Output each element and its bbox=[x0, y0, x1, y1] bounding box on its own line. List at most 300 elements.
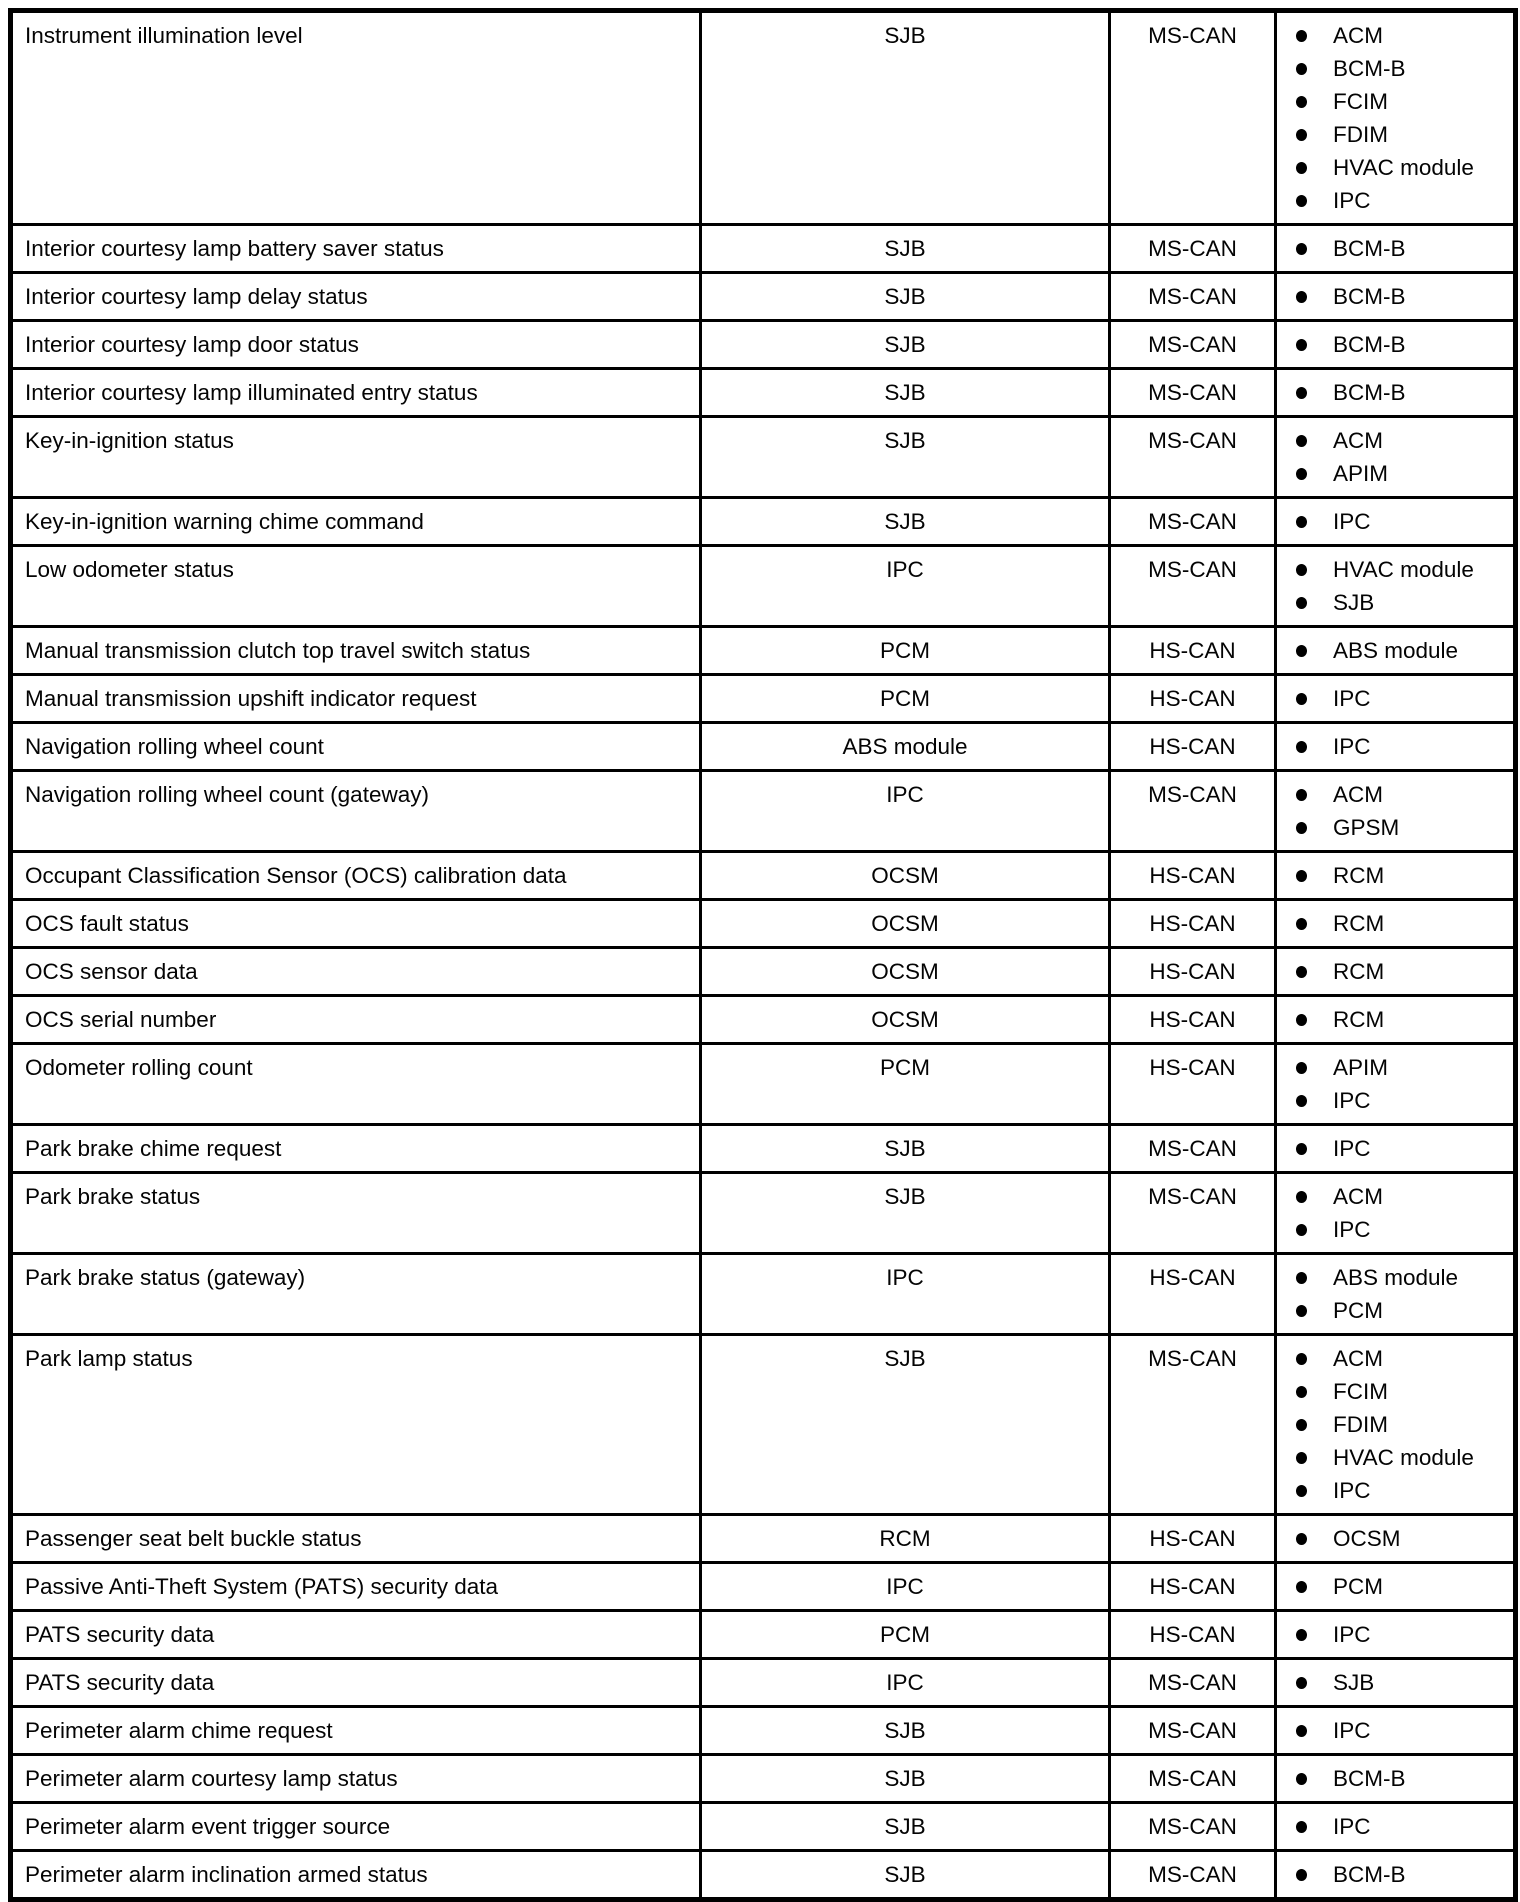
receiver-item bbox=[1296, 1294, 1509, 1327]
network-cell: HS-CAN bbox=[1110, 1044, 1276, 1125]
message-cell: OCS sensor data bbox=[11, 948, 701, 996]
bullet-icon bbox=[1296, 1581, 1307, 1593]
bullet-icon bbox=[1296, 1095, 1307, 1107]
receiver-item bbox=[1296, 328, 1509, 361]
table-row bbox=[11, 1659, 1516, 1707]
network-cell: MS-CAN bbox=[1110, 1173, 1276, 1254]
receiver-item bbox=[1296, 376, 1509, 409]
network-cell: MS-CAN bbox=[1110, 273, 1276, 321]
table-row bbox=[11, 11, 1516, 225]
receiver-item bbox=[1296, 151, 1509, 184]
receiver-item bbox=[1296, 424, 1509, 457]
receiver-item bbox=[1296, 1570, 1509, 1603]
receiver-list bbox=[1296, 1051, 1509, 1117]
message-cell: Occupant Classification Sensor (OCS) calibration data bbox=[11, 852, 701, 900]
originator-cell: SJB bbox=[701, 498, 1110, 546]
receiver-item bbox=[1296, 1132, 1509, 1165]
message-cell: Perimeter alarm inclination armed status bbox=[11, 1851, 701, 1900]
receiver-label: IPC bbox=[1333, 188, 1371, 213]
originator-cell: OCSM bbox=[701, 900, 1110, 948]
receiver-list bbox=[1296, 730, 1509, 763]
receiver-item bbox=[1296, 85, 1509, 118]
bullet-icon bbox=[1296, 1821, 1307, 1833]
receiver-list bbox=[1296, 682, 1509, 715]
receiver-label: IPC bbox=[1333, 1478, 1371, 1503]
originator-cell: PCM bbox=[701, 1611, 1110, 1659]
receiver-label: HVAC module bbox=[1333, 155, 1474, 180]
receiver-list bbox=[1296, 19, 1509, 217]
table-row bbox=[11, 675, 1516, 723]
receiver-item bbox=[1296, 19, 1509, 52]
bullet-icon bbox=[1296, 918, 1307, 930]
receiver-item bbox=[1296, 778, 1509, 811]
receiver-label: BCM-B bbox=[1333, 284, 1406, 309]
bullet-icon bbox=[1296, 1272, 1307, 1284]
message-cell: Manual transmission upshift indicator request bbox=[11, 675, 701, 723]
bullet-icon bbox=[1296, 645, 1307, 657]
network-cell: MS-CAN bbox=[1110, 1659, 1276, 1707]
receiver-item bbox=[1296, 52, 1509, 85]
receiver-item bbox=[1296, 1408, 1509, 1441]
table-row bbox=[11, 369, 1516, 417]
receiver-label: FDIM bbox=[1333, 1412, 1388, 1437]
table-row bbox=[11, 1563, 1516, 1611]
table-row bbox=[11, 1254, 1516, 1335]
receiver-label: ACM bbox=[1333, 1184, 1383, 1209]
originator-cell: PCM bbox=[701, 1044, 1110, 1125]
receivers-cell bbox=[1276, 225, 1516, 273]
bullet-icon bbox=[1296, 387, 1307, 399]
originator-cell: SJB bbox=[701, 417, 1110, 498]
message-cell: Instrument illumination level bbox=[11, 11, 701, 225]
receiver-item bbox=[1296, 1474, 1509, 1507]
receiver-label: BCM-B bbox=[1333, 332, 1406, 357]
table-row bbox=[11, 498, 1516, 546]
table-row bbox=[11, 1044, 1516, 1125]
receivers-cell bbox=[1276, 852, 1516, 900]
bullet-icon bbox=[1296, 435, 1307, 447]
receiver-item bbox=[1296, 907, 1509, 940]
originator-cell: SJB bbox=[701, 321, 1110, 369]
originator-cell: RCM bbox=[701, 1515, 1110, 1563]
receiver-item bbox=[1296, 1666, 1509, 1699]
receivers-cell bbox=[1276, 417, 1516, 498]
receiver-label: BCM-B bbox=[1333, 1766, 1406, 1791]
receivers-cell bbox=[1276, 627, 1516, 675]
bullet-icon bbox=[1296, 1869, 1307, 1881]
table-row bbox=[11, 321, 1516, 369]
message-cell: Interior courtesy lamp illuminated entry status bbox=[11, 369, 701, 417]
receiver-label: ABS module bbox=[1333, 638, 1459, 663]
receiver-label: RCM bbox=[1333, 959, 1385, 984]
receiver-label: PCM bbox=[1333, 1574, 1383, 1599]
receiver-item bbox=[1296, 1810, 1509, 1843]
receiver-item bbox=[1296, 1858, 1509, 1891]
bullet-icon bbox=[1296, 1485, 1307, 1497]
table-row bbox=[11, 1803, 1516, 1851]
receiver-list bbox=[1296, 1858, 1509, 1891]
bullet-icon bbox=[1296, 516, 1307, 528]
receiver-item bbox=[1296, 634, 1509, 667]
bullet-icon bbox=[1296, 1191, 1307, 1203]
message-cell: PATS security data bbox=[11, 1659, 701, 1707]
receiver-list bbox=[1296, 778, 1509, 844]
receiver-item bbox=[1296, 1084, 1509, 1117]
message-cell: Navigation rolling wheel count bbox=[11, 723, 701, 771]
receiver-label: IPC bbox=[1333, 686, 1371, 711]
message-cell: PATS security data bbox=[11, 1611, 701, 1659]
receiver-list bbox=[1296, 1570, 1509, 1603]
originator-cell: SJB bbox=[701, 369, 1110, 417]
receiver-label: ACM bbox=[1333, 1346, 1383, 1371]
network-cell: HS-CAN bbox=[1110, 948, 1276, 996]
originator-cell: SJB bbox=[701, 1125, 1110, 1173]
bullet-icon bbox=[1296, 30, 1307, 42]
receiver-item bbox=[1296, 1180, 1509, 1213]
receiver-list bbox=[1296, 1522, 1509, 1555]
receiver-item bbox=[1296, 1342, 1509, 1375]
originator-cell: SJB bbox=[701, 1803, 1110, 1851]
receiver-item bbox=[1296, 586, 1509, 619]
originator-cell: IPC bbox=[701, 1254, 1110, 1335]
table-row bbox=[11, 996, 1516, 1044]
originator-cell: PCM bbox=[701, 627, 1110, 675]
receiver-label: FCIM bbox=[1333, 1379, 1388, 1404]
receiver-label: APIM bbox=[1333, 1055, 1389, 1080]
bullet-icon bbox=[1296, 789, 1307, 801]
bullet-icon bbox=[1296, 243, 1307, 255]
network-cell: MS-CAN bbox=[1110, 1851, 1276, 1900]
receiver-item bbox=[1296, 1003, 1509, 1036]
receiver-item bbox=[1296, 730, 1509, 763]
receiver-label: IPC bbox=[1333, 1814, 1371, 1839]
network-cell: MS-CAN bbox=[1110, 498, 1276, 546]
network-cell: MS-CAN bbox=[1110, 1125, 1276, 1173]
bullet-icon bbox=[1296, 564, 1307, 576]
bullet-icon bbox=[1296, 468, 1307, 480]
receiver-item bbox=[1296, 553, 1509, 586]
table-row bbox=[11, 900, 1516, 948]
message-cell: Manual transmission clutch top travel switch status bbox=[11, 627, 701, 675]
receivers-cell bbox=[1276, 369, 1516, 417]
message-cell: Key-in-ignition warning chime command bbox=[11, 498, 701, 546]
originator-cell: IPC bbox=[701, 1563, 1110, 1611]
message-cell: Passenger seat belt buckle status bbox=[11, 1515, 701, 1563]
originator-cell: OCSM bbox=[701, 996, 1110, 1044]
network-cell: MS-CAN bbox=[1110, 369, 1276, 417]
receivers-cell bbox=[1276, 1125, 1516, 1173]
message-cell: Park brake status bbox=[11, 1173, 701, 1254]
receiver-list bbox=[1296, 1714, 1509, 1747]
receiver-item bbox=[1296, 457, 1509, 490]
table-row bbox=[11, 1707, 1516, 1755]
network-cell: MS-CAN bbox=[1110, 225, 1276, 273]
receiver-item bbox=[1296, 1714, 1509, 1747]
receiver-label: OCSM bbox=[1333, 1526, 1401, 1551]
bullet-icon bbox=[1296, 1386, 1307, 1398]
receiver-label: BCM-B bbox=[1333, 1862, 1406, 1887]
bullet-icon bbox=[1296, 1533, 1307, 1545]
bullet-icon bbox=[1296, 1419, 1307, 1431]
receiver-label: IPC bbox=[1333, 1718, 1371, 1743]
network-message-table bbox=[8, 8, 1518, 1902]
table-row bbox=[11, 1851, 1516, 1900]
bullet-icon bbox=[1296, 1629, 1307, 1641]
originator-cell: SJB bbox=[701, 1755, 1110, 1803]
receivers-cell bbox=[1276, 1707, 1516, 1755]
bullet-icon bbox=[1296, 1305, 1307, 1317]
receivers-cell bbox=[1276, 771, 1516, 852]
receivers-cell bbox=[1276, 1173, 1516, 1254]
receiver-item bbox=[1296, 955, 1509, 988]
bullet-icon bbox=[1296, 966, 1307, 978]
receivers-cell bbox=[1276, 273, 1516, 321]
table-row bbox=[11, 273, 1516, 321]
receiver-list bbox=[1296, 1342, 1509, 1507]
table-row bbox=[11, 771, 1516, 852]
receiver-list bbox=[1296, 1132, 1509, 1165]
receiver-item bbox=[1296, 859, 1509, 892]
receivers-cell bbox=[1276, 321, 1516, 369]
table-row bbox=[11, 546, 1516, 627]
network-cell: HS-CAN bbox=[1110, 900, 1276, 948]
receiver-label: ACM bbox=[1333, 782, 1383, 807]
receiver-list bbox=[1296, 280, 1509, 313]
receivers-cell bbox=[1276, 546, 1516, 627]
receivers-cell bbox=[1276, 1335, 1516, 1515]
bullet-icon bbox=[1296, 1353, 1307, 1365]
receivers-cell bbox=[1276, 1659, 1516, 1707]
receivers-cell bbox=[1276, 900, 1516, 948]
bullet-icon bbox=[1296, 822, 1307, 834]
receiver-label: ABS module bbox=[1333, 1265, 1459, 1290]
originator-cell: IPC bbox=[701, 1659, 1110, 1707]
receiver-list bbox=[1296, 1666, 1509, 1699]
table-row bbox=[11, 627, 1516, 675]
originator-cell: OCSM bbox=[701, 948, 1110, 996]
receiver-label: PCM bbox=[1333, 1298, 1383, 1323]
receiver-label: SJB bbox=[1333, 590, 1375, 615]
bullet-icon bbox=[1296, 597, 1307, 609]
document-page bbox=[8, 8, 1513, 1902]
originator-cell: OCSM bbox=[701, 852, 1110, 900]
receiver-list bbox=[1296, 1762, 1509, 1795]
message-cell: OCS serial number bbox=[11, 996, 701, 1044]
receiver-list bbox=[1296, 424, 1509, 490]
receiver-list bbox=[1296, 505, 1509, 538]
receiver-label: SJB bbox=[1333, 1670, 1375, 1695]
originator-cell: ABS module bbox=[701, 723, 1110, 771]
receivers-cell bbox=[1276, 1611, 1516, 1659]
network-cell: MS-CAN bbox=[1110, 321, 1276, 369]
table-row bbox=[11, 225, 1516, 273]
network-cell: HS-CAN bbox=[1110, 1611, 1276, 1659]
receivers-cell bbox=[1276, 948, 1516, 996]
receiver-item bbox=[1296, 811, 1509, 844]
receiver-item bbox=[1296, 1051, 1509, 1084]
bullet-icon bbox=[1296, 693, 1307, 705]
message-cell: Low odometer status bbox=[11, 546, 701, 627]
originator-cell: SJB bbox=[701, 1707, 1110, 1755]
receiver-item bbox=[1296, 682, 1509, 715]
receiver-list bbox=[1296, 859, 1509, 892]
message-cell: Odometer rolling count bbox=[11, 1044, 701, 1125]
bullet-icon bbox=[1296, 741, 1307, 753]
network-cell: MS-CAN bbox=[1110, 1335, 1276, 1515]
receiver-list bbox=[1296, 955, 1509, 988]
bullet-icon bbox=[1296, 1224, 1307, 1236]
table-row bbox=[11, 1173, 1516, 1254]
network-cell: MS-CAN bbox=[1110, 417, 1276, 498]
network-cell: MS-CAN bbox=[1110, 546, 1276, 627]
receiver-list bbox=[1296, 1003, 1509, 1036]
receiver-list bbox=[1296, 376, 1509, 409]
receiver-item bbox=[1296, 1522, 1509, 1555]
receiver-label: ACM bbox=[1333, 428, 1383, 453]
originator-cell: IPC bbox=[701, 546, 1110, 627]
receiver-list bbox=[1296, 1618, 1509, 1651]
network-cell: HS-CAN bbox=[1110, 852, 1276, 900]
table-row bbox=[11, 948, 1516, 996]
receivers-cell bbox=[1276, 1803, 1516, 1851]
originator-cell: IPC bbox=[701, 771, 1110, 852]
receiver-item bbox=[1296, 1261, 1509, 1294]
receiver-list bbox=[1296, 1810, 1509, 1843]
receiver-label: RCM bbox=[1333, 1007, 1385, 1032]
receiver-item bbox=[1296, 280, 1509, 313]
receivers-cell bbox=[1276, 1851, 1516, 1900]
message-cell: Key-in-ignition status bbox=[11, 417, 701, 498]
message-table-body bbox=[11, 11, 1516, 1900]
table-row bbox=[11, 852, 1516, 900]
receiver-item bbox=[1296, 118, 1509, 151]
receiver-list bbox=[1296, 328, 1509, 361]
receiver-label: BCM-B bbox=[1333, 380, 1406, 405]
receiver-item bbox=[1296, 1762, 1509, 1795]
message-cell: Perimeter alarm courtesy lamp status bbox=[11, 1755, 701, 1803]
receiver-label: IPC bbox=[1333, 1217, 1371, 1242]
message-cell: Park brake chime request bbox=[11, 1125, 701, 1173]
network-cell: HS-CAN bbox=[1110, 996, 1276, 1044]
receivers-cell bbox=[1276, 11, 1516, 225]
originator-cell: SJB bbox=[701, 225, 1110, 273]
bullet-icon bbox=[1296, 1725, 1307, 1737]
receiver-item bbox=[1296, 1618, 1509, 1651]
receivers-cell bbox=[1276, 498, 1516, 546]
bullet-icon bbox=[1296, 1143, 1307, 1155]
receiver-label: IPC bbox=[1333, 1088, 1371, 1113]
table-row bbox=[11, 1755, 1516, 1803]
network-cell: MS-CAN bbox=[1110, 771, 1276, 852]
receivers-cell bbox=[1276, 1254, 1516, 1335]
bullet-icon bbox=[1296, 1062, 1307, 1074]
receiver-list bbox=[1296, 553, 1509, 619]
message-cell: Interior courtesy lamp door status bbox=[11, 321, 701, 369]
message-cell: OCS fault status bbox=[11, 900, 701, 948]
message-cell: Passive Anti-Theft System (PATS) security data bbox=[11, 1563, 701, 1611]
bullet-icon bbox=[1296, 195, 1307, 207]
network-cell: HS-CAN bbox=[1110, 627, 1276, 675]
table-row bbox=[11, 1611, 1516, 1659]
receiver-label: FCIM bbox=[1333, 89, 1388, 114]
message-cell: Perimeter alarm event trigger source bbox=[11, 1803, 701, 1851]
bullet-icon bbox=[1296, 291, 1307, 303]
table-row bbox=[11, 1125, 1516, 1173]
table-row bbox=[11, 723, 1516, 771]
receiver-list bbox=[1296, 1261, 1509, 1327]
receiver-list bbox=[1296, 232, 1509, 265]
message-cell: Navigation rolling wheel count (gateway) bbox=[11, 771, 701, 852]
receiver-item bbox=[1296, 1213, 1509, 1246]
bullet-icon bbox=[1296, 870, 1307, 882]
network-cell: MS-CAN bbox=[1110, 11, 1276, 225]
receivers-cell bbox=[1276, 1563, 1516, 1611]
receivers-cell bbox=[1276, 996, 1516, 1044]
message-cell: Interior courtesy lamp delay status bbox=[11, 273, 701, 321]
originator-cell: SJB bbox=[701, 1851, 1110, 1900]
bullet-icon bbox=[1296, 162, 1307, 174]
bullet-icon bbox=[1296, 1452, 1307, 1464]
originator-cell: SJB bbox=[701, 1335, 1110, 1515]
receiver-label: GPSM bbox=[1333, 815, 1400, 840]
receivers-cell bbox=[1276, 1515, 1516, 1563]
receiver-label: IPC bbox=[1333, 1136, 1371, 1161]
table-row bbox=[11, 1515, 1516, 1563]
receiver-label: APIM bbox=[1333, 461, 1389, 486]
receiver-item bbox=[1296, 505, 1509, 538]
network-cell: HS-CAN bbox=[1110, 1254, 1276, 1335]
receiver-item bbox=[1296, 184, 1509, 217]
receiver-label: IPC bbox=[1333, 1622, 1371, 1647]
message-cell: Park brake status (gateway) bbox=[11, 1254, 701, 1335]
bullet-icon bbox=[1296, 1014, 1307, 1026]
receiver-item bbox=[1296, 1441, 1509, 1474]
receivers-cell bbox=[1276, 1044, 1516, 1125]
message-cell: Park lamp status bbox=[11, 1335, 701, 1515]
originator-cell: SJB bbox=[701, 11, 1110, 225]
receiver-list bbox=[1296, 634, 1509, 667]
originator-cell: SJB bbox=[701, 1173, 1110, 1254]
receiver-label: RCM bbox=[1333, 863, 1385, 888]
receivers-cell bbox=[1276, 723, 1516, 771]
receiver-item bbox=[1296, 1375, 1509, 1408]
network-cell: MS-CAN bbox=[1110, 1803, 1276, 1851]
receivers-cell bbox=[1276, 675, 1516, 723]
bullet-icon bbox=[1296, 1773, 1307, 1785]
receiver-label: HVAC module bbox=[1333, 1445, 1474, 1470]
receiver-label: FDIM bbox=[1333, 122, 1388, 147]
receiver-label: RCM bbox=[1333, 911, 1385, 936]
bullet-icon bbox=[1296, 96, 1307, 108]
bullet-icon bbox=[1296, 1677, 1307, 1689]
receiver-item bbox=[1296, 232, 1509, 265]
network-cell: MS-CAN bbox=[1110, 1755, 1276, 1803]
table-row bbox=[11, 1335, 1516, 1515]
network-cell: HS-CAN bbox=[1110, 1515, 1276, 1563]
receiver-label: IPC bbox=[1333, 509, 1371, 534]
network-cell: HS-CAN bbox=[1110, 723, 1276, 771]
receiver-label: BCM-B bbox=[1333, 236, 1406, 261]
table-row bbox=[11, 417, 1516, 498]
receiver-label: HVAC module bbox=[1333, 557, 1474, 582]
receiver-label: BCM-B bbox=[1333, 56, 1406, 81]
network-cell: HS-CAN bbox=[1110, 1563, 1276, 1611]
network-cell: MS-CAN bbox=[1110, 1707, 1276, 1755]
bullet-icon bbox=[1296, 63, 1307, 75]
bullet-icon bbox=[1296, 129, 1307, 141]
receiver-label: IPC bbox=[1333, 734, 1371, 759]
message-cell: Perimeter alarm chime request bbox=[11, 1707, 701, 1755]
